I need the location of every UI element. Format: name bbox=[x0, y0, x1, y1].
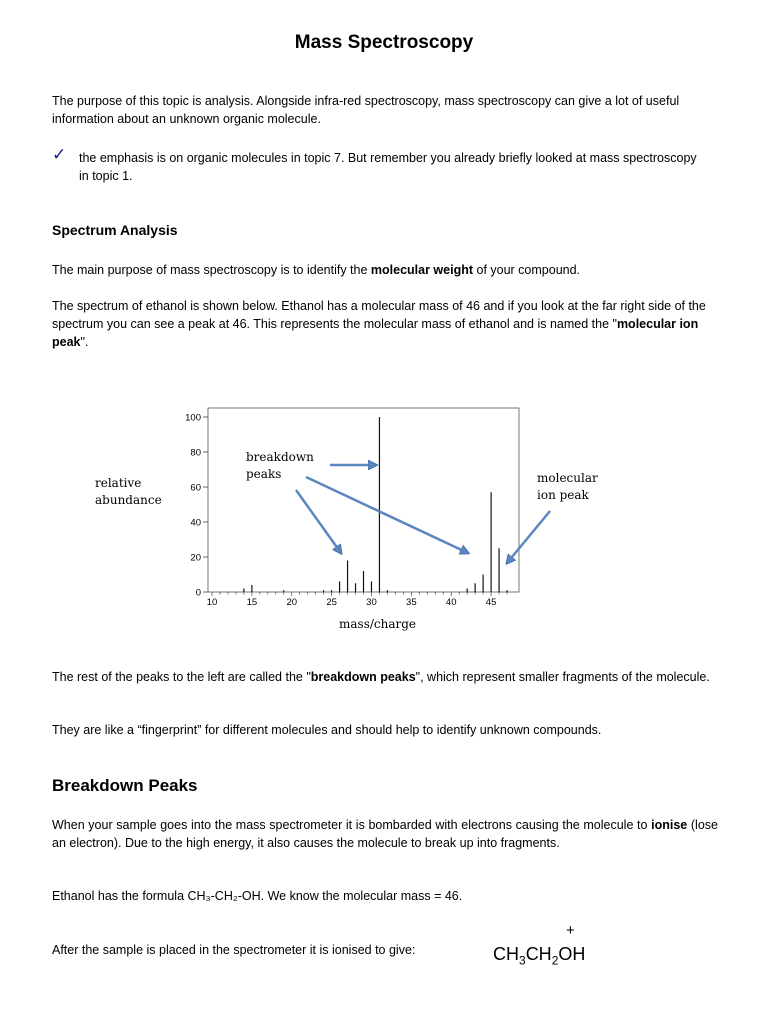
ionised-paragraph: After the sample is placed in the spectrometer it is ionised to give: bbox=[52, 943, 416, 957]
y-tick-label: 60 bbox=[190, 482, 201, 494]
x-axis-title: mass/charge bbox=[339, 617, 417, 631]
breakdown-peaks-term: breakdown peaks bbox=[310, 670, 416, 684]
plot-frame bbox=[208, 408, 519, 592]
molecular-ion-peak-label: molecular ion peak bbox=[537, 471, 598, 502]
molecular-weight-term: molecular weight bbox=[370, 263, 474, 277]
x-tick-label: 30 bbox=[366, 597, 377, 608]
intro-paragraph: The purpose of this topic is analysis. Alongside infra-red spectroscopy, mass spectroscopy can give a lot of useful information about an unknown organic molecule. bbox=[52, 94, 680, 126]
peak-bars bbox=[244, 417, 507, 592]
molecular-ion-peak-term: molecular ion peak bbox=[52, 317, 699, 349]
arrow-to-peak-45 bbox=[306, 477, 468, 553]
arrow-to-peak-27 bbox=[296, 490, 341, 553]
ionise-term: ionise bbox=[651, 818, 688, 832]
y-tick-label: 40 bbox=[190, 517, 201, 529]
x-tick-label: 15 bbox=[246, 597, 258, 608]
breakdown-peaks-paragraph: The rest of the peaks to the left are called the "breakdown peaks", which represent smaller fragments of the molecule. bbox=[52, 670, 710, 684]
x-tick-label: 25 bbox=[326, 597, 337, 608]
x-axis bbox=[207, 592, 507, 608]
breakdown-peaks-label: breakdown peaks bbox=[246, 450, 314, 481]
purpose-paragraph: The main purpose of mass spectroscopy is to identify the molecular weight of your compound. bbox=[52, 263, 581, 277]
page-title: Mass Spectroscopy bbox=[294, 32, 474, 53]
spectrum-analysis-heading: Spectrum Analysis bbox=[52, 222, 178, 238]
ethanol-formula-paragraph: Ethanol has the formula CH₃-CH₂-OH. We know the molecular mass = 46. bbox=[52, 889, 463, 903]
arrow-to-molecular-ion bbox=[507, 511, 550, 563]
y-tick-label: 20 bbox=[190, 552, 201, 564]
ionise-paragraph: When your sample goes into the mass spectrometer it is bombarded with electrons causing the molecule to ionise (lose an electron). Due to the high energy, it also causes the molecule to break up into fragments. bbox=[52, 818, 718, 850]
checkmark-icon: ✓ bbox=[52, 145, 67, 165]
x-tick-label: 20 bbox=[286, 597, 298, 608]
x-tick-label: 35 bbox=[406, 597, 417, 608]
bullet-text: the emphasis is on organic molecules in topic 7. But remember you already briefly looked at mass spectroscopy in topic 1. bbox=[79, 151, 697, 183]
x-tick-label: 40 bbox=[445, 597, 457, 608]
x-tick-label: 10 bbox=[206, 597, 218, 608]
fingerprint-paragraph: They are like a “fingerprint” for different molecules and should help to identify unknown compounds. bbox=[52, 723, 602, 737]
positive-charge: + bbox=[566, 922, 575, 939]
ethanol-ion-formula: $CH_3CH_2OH$ bbox=[493, 944, 586, 968]
y-tick-label: 0 bbox=[195, 587, 201, 599]
y-tick-label: 100 bbox=[185, 412, 201, 424]
breakdown-peaks-heading: Breakdown Peaks bbox=[52, 776, 198, 795]
y-tick-label: 80 bbox=[190, 447, 201, 459]
ethanol-spectrum-paragraph: The spectrum of ethanol is shown below. Ethanol has a molecular mass of 46 and if you look at the far right side of the spectrum you can see a peak at 46. This represents the molecular mass of ethanol and is named the "molecular ion peak". bbox=[52, 299, 706, 349]
y-axis bbox=[185, 413, 208, 599]
x-tick-label: 45 bbox=[485, 597, 497, 608]
relative-abundance-label: relative abundance bbox=[95, 476, 162, 507]
